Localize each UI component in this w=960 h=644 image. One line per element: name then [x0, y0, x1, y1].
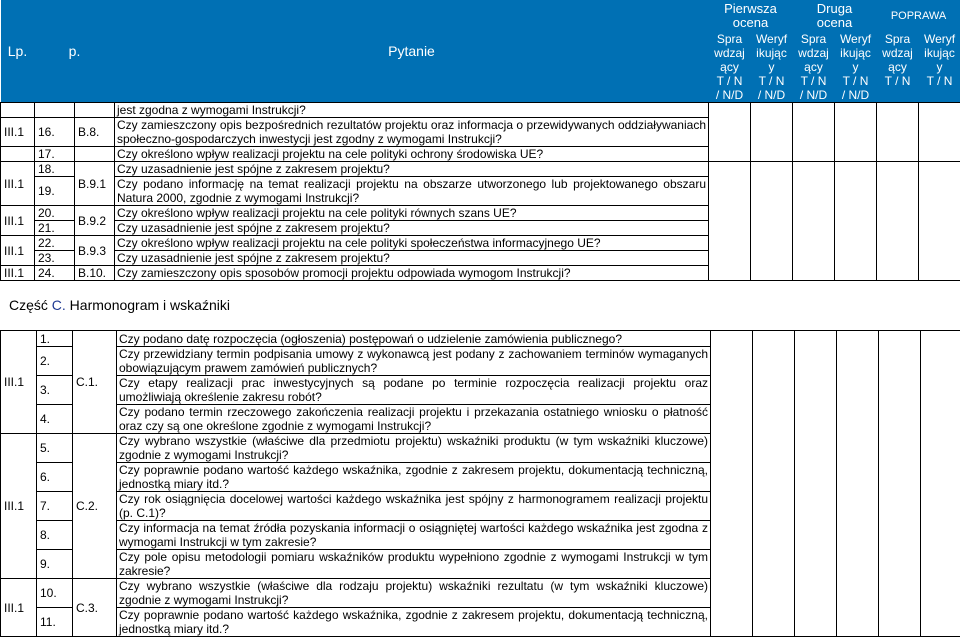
question-text: Czy określono wpływ realizacji projektu na cele polityki ochrony środowiska UE?	[115, 147, 709, 162]
question-text: Czy etapy realizacji prac inwestycyjnych są podane po terminie rozpoczęcia realizacji projektu oraz umożliwiają określenie zakresu robót?	[117, 376, 711, 405]
number-cell: 7.	[37, 492, 73, 521]
evaluation-table-b	[0, 0, 960, 281]
group-poprawa: POPRAWA	[877, 0, 960, 32]
number-cell: 18.	[35, 162, 75, 177]
question-text: Czy określono wpływ realizacji projektu na cele polityki społeczeństwa informacyjnego UE?	[115, 236, 709, 251]
sub-sprawdzajacy-2: Spra wdzaj ący T / N / N/D	[793, 32, 835, 103]
question-text: Czy zamieszczony opis sposobów promocji projektu odpowiada wymogom Instrukcji?	[115, 266, 709, 281]
section-cell: III.1	[1, 434, 37, 579]
table-row	[1, 331, 960, 347]
code-cell: B.8.	[75, 118, 115, 147]
question-text: Czy pole opisu metodologii pomiaru wskaźników produktu wypełniono zgodnie z wymogami Instrukcji w tym zakresie?	[117, 550, 711, 579]
question-text: jest zgodna z wymogami Instrukcji?	[115, 103, 709, 118]
section-cell: III.1	[1, 206, 35, 236]
sub-weryfikujacy-1: Weryf ikując y T / N / N/D	[751, 32, 793, 103]
question-text: Czy rok osiągnięcia docelowej wartości każdego wskaźnika jest spójny z harmonogramem realizacji projektu (p. C.1)?	[117, 492, 711, 521]
question-text: Czy podano informację na temat realizacji projektu na obszarze utworzonego lub projektowanego obszaru Natura 2000, zgodnie z wymogami Instrukcji?	[115, 177, 709, 206]
question-text: Czy podano termin rzeczowego zakończenia realizacji projektu i przekazania ostatniego wniosku o płatność oraz czy są one określone zgodnie z wymogami Instrukcji?	[117, 405, 711, 434]
number-cell: 9.	[37, 550, 73, 579]
section-cell: III.1	[1, 266, 35, 281]
section-cell: III.1	[1, 162, 35, 206]
number-cell: 10.	[37, 579, 73, 608]
question-text: Czy uzasadnienie jest spójne z zakresem projektu?	[115, 251, 709, 266]
question-text: Czy poprawnie podano wartość każdego wskaźnika, zgodnie z zakresem projektu, dokumentacją techniczną, jednostką miary itd.?	[117, 463, 711, 492]
question-text: Czy uzasadnienie jest spójne z zakresem projektu?	[115, 221, 709, 236]
col-lp-header: Lp.	[1, 0, 35, 103]
number-cell: 3.	[37, 376, 73, 405]
number-cell: 17.	[35, 147, 75, 162]
section-cell: III.1	[1, 331, 37, 434]
number-cell: 21.	[35, 221, 75, 236]
table-row	[1, 162, 960, 177]
code-cell: B.10.	[75, 266, 115, 281]
section-cell: III.1	[1, 236, 35, 266]
number-cell: 5.	[37, 434, 73, 463]
code-cell: B.9.2	[75, 206, 115, 236]
number-cell: 19.	[35, 177, 75, 206]
number-cell: 8.	[37, 521, 73, 550]
question-text: Czy przewidziany termin podpisania umowy z wykonawcą jest podany z zachowaniem terminów wymaganych obowiązującym prawem zamówień publicznych?	[117, 347, 711, 376]
question-text: Czy określono wpływ realizacji projektu na cele polityki równych szans UE?	[115, 206, 709, 221]
code-cell: C.2.	[73, 434, 117, 579]
question-text: Czy informacja na temat źródła pozyskania informacji o osiągniętej wartości każdego wskaźnika jest zgodna z wymogami Instrukcji w tym zakresie?	[117, 521, 711, 550]
sub-weryfikujacy-2: Weryf ikując y T / N / N/D	[835, 32, 877, 103]
number-cell: 20.	[35, 206, 75, 221]
number-cell: 4.	[37, 405, 73, 434]
number-cell: 24.	[35, 266, 75, 281]
question-text: Czy poprawnie podano wartość każdego wskaźnika, zgodnie z zakresem projektu, dokumentacją techniczną, jednostką miary itd.?	[117, 608, 711, 637]
sub-sprawdzajacy-1: Spra wdzaj ący T / N / N/D	[709, 32, 751, 103]
table-row	[1, 103, 960, 118]
question-text: Czy wybrano wszystkie (właściwe dla rodzaju projektu) wskaźniki rezultatu (w tym wskaźniki kluczowe) zgodnie z wymogami Instrukcji?	[117, 579, 711, 608]
number-cell: 22.	[35, 236, 75, 251]
number-cell: 11.	[37, 608, 73, 637]
evaluation-table-c	[0, 330, 960, 637]
group-pierwsza-ocena: Pierwsza ocena	[709, 0, 793, 32]
number-cell: 6.	[37, 463, 73, 492]
number-cell: 23.	[35, 251, 75, 266]
col-pytanie-header: Pytanie	[115, 0, 709, 103]
section-c-title: Część C. Harmonogram i wskaźniki	[9, 297, 230, 313]
question-text: Czy uzasadnienie jest spójne z zakresem projektu?	[115, 162, 709, 177]
section-cell: III.1	[1, 579, 37, 637]
group-druga-ocena: Druga ocena	[793, 0, 877, 32]
question-text: Czy zamieszczony opis bezpośrednich rezultatów projektu oraz informacja o przewidywanych oddziaływaniach społeczno-gospodarczych inwestycji jest zgodny z wymogami Instrukcji?	[115, 118, 709, 147]
sub-weryfikujacy-3: Weryf ikując y T / N	[919, 32, 960, 103]
number-cell: 1.	[37, 331, 73, 347]
sub-sprawdzajacy-3: Spra wdzaj ący T / N	[877, 32, 919, 103]
number-cell: 2.	[37, 347, 73, 376]
section-cell: III.1	[1, 118, 35, 147]
code-cell: B.9.3	[75, 236, 115, 266]
code-cell: B.9.1	[75, 162, 115, 206]
code-cell: C.1.	[73, 331, 117, 434]
col-p-header: p.	[35, 0, 115, 103]
question-text: Czy wybrano wszystkie (właściwe dla przedmiotu projektu) wskaźniki produktu (w tym wskaźniki kluczowe) zgodnie z wymogami Instrukcji?	[117, 434, 711, 463]
code-cell: C.3.	[73, 579, 117, 637]
number-cell: 16.	[35, 118, 75, 147]
question-text: Czy podano datę rozpoczęcia (ogłoszenia) postępowań o udzielenie zamówienia publicznego?	[117, 331, 711, 347]
